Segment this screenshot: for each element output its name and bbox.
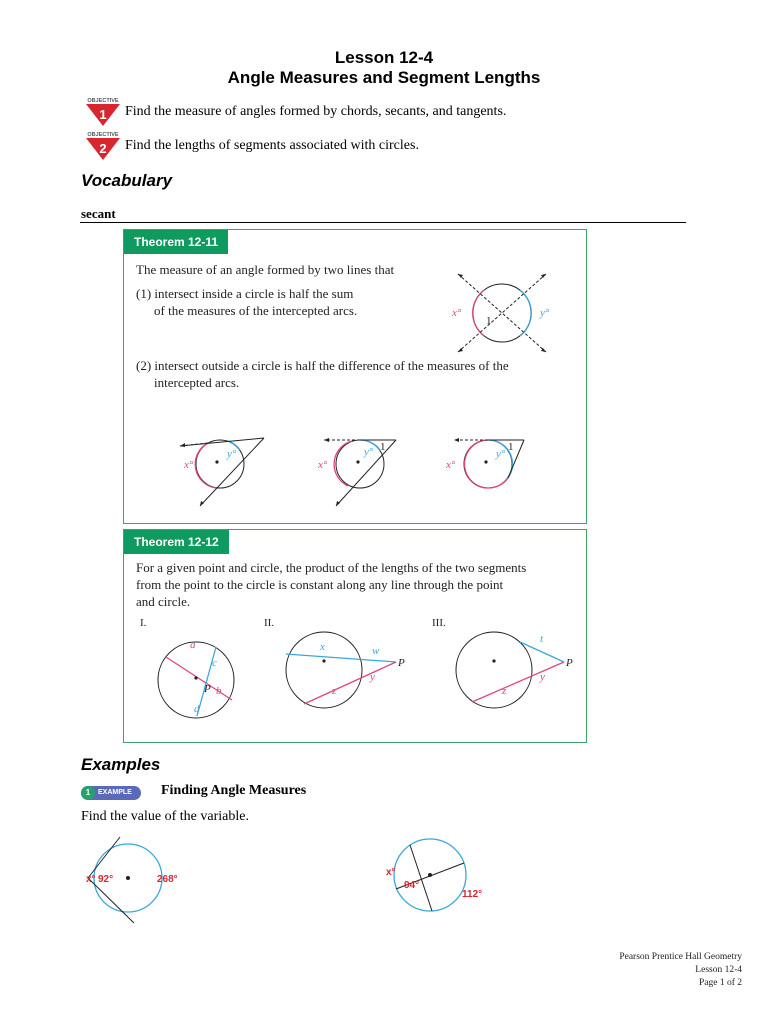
example-fig-chords xyxy=(384,835,504,925)
theorem-12-12-line2: from the point to the circle is constant along any line through the point xyxy=(136,577,504,592)
roman-III: III. xyxy=(432,617,446,629)
fig-chords-inside-circle xyxy=(444,268,564,358)
objective-1-badge xyxy=(84,96,124,133)
theorem-12-11-item2-line2: intercepted arcs. xyxy=(154,375,240,390)
theorem-12-11-intro: The measure of an angle formed by two lines that xyxy=(136,262,395,277)
lesson-number: Lesson 12-4 xyxy=(334,48,434,67)
fig-two-secants-external xyxy=(264,614,414,734)
theorem-12-11-item1-line2: of the measures of the intercepted arcs. xyxy=(154,303,358,318)
theorem-12-12-header: Theorem 12-12 xyxy=(124,530,229,554)
label-x: x° xyxy=(184,459,194,471)
label-angle-1: 1 xyxy=(486,315,492,327)
label-arc-268: 268° xyxy=(157,874,178,885)
theorem-12-11-item1-line1: (1) intersect inside a circle is half the sum xyxy=(136,286,354,301)
objective-1-text: Find the measure of angles formed by chords, secants, and tangents. xyxy=(125,104,507,119)
label-z: z xyxy=(332,685,337,697)
label-d: d xyxy=(194,703,200,715)
theorem-12-12-box xyxy=(123,529,587,743)
theorem-12-11-header: Theorem 12-11 xyxy=(124,230,228,254)
example-number: 1 xyxy=(81,786,95,800)
label-x: x° xyxy=(386,867,396,878)
footer-page: Page 1 of 2 xyxy=(698,978,742,988)
theorem-12-12-line3: and circle. xyxy=(136,594,191,609)
label-x: x° xyxy=(446,459,456,471)
fig-intersecting-chords xyxy=(140,614,250,734)
label-b: b xyxy=(216,685,222,697)
roman-I: I. xyxy=(140,617,147,629)
label-p: P xyxy=(398,657,405,669)
label-arc-92: 92° xyxy=(98,874,114,885)
example-fig-tangents xyxy=(84,835,204,925)
label-x: x° xyxy=(452,307,462,319)
label-y: y° xyxy=(364,446,374,458)
fig-two-tangents xyxy=(440,428,540,510)
example-title: Finding Angle Measures xyxy=(161,783,307,798)
theorem-12-12-line1: For a given point and circle, the product of the lengths of the two segments xyxy=(136,560,527,575)
label-p: P xyxy=(204,683,211,695)
objective-2-number: 2 xyxy=(99,141,107,156)
objective-2-text: Find the lengths of segments associated with circles. xyxy=(125,138,419,153)
fig-secant-tangent xyxy=(312,428,412,510)
label-arc-94: 94° xyxy=(404,880,420,891)
vocab-answer-line xyxy=(80,222,686,223)
label-angle-1: 1 xyxy=(508,441,514,453)
label-x: x° xyxy=(318,459,328,471)
objective-badge-label: OBJECTIVE xyxy=(87,132,119,138)
footer-lesson: Lesson 12-4 xyxy=(695,965,742,975)
objective-2-badge xyxy=(84,130,124,167)
label-y: y xyxy=(370,671,375,683)
objective-1-number: 1 xyxy=(99,107,107,122)
theorem-12-11-box xyxy=(123,229,587,524)
label-c: c xyxy=(212,657,217,669)
fig-secant-tangent-external xyxy=(432,614,582,734)
lesson-title: Angle Measures and Segment Lengths xyxy=(227,68,541,87)
theorem-12-11-item2-line1: (2) intersect outside a circle is half the difference of the measures of the xyxy=(136,358,509,373)
label-x: x xyxy=(320,641,325,653)
examples-heading: Examples xyxy=(81,755,161,774)
label-y: y xyxy=(540,671,545,683)
label-t: t xyxy=(540,633,544,645)
label-arc-112: 112° xyxy=(462,889,483,900)
footer-publisher: Pearson Prentice Hall Geometry xyxy=(619,952,742,962)
label-y: y° xyxy=(496,448,506,460)
fig-two-secants xyxy=(172,428,272,510)
example-1-pill xyxy=(81,786,141,800)
label-y: y° xyxy=(227,448,237,460)
label-x: x° xyxy=(86,874,96,885)
label-y: y° xyxy=(540,307,550,319)
example-instruction: Find the value of the variable. xyxy=(81,809,249,824)
vocab-term-secant: secant xyxy=(81,206,116,221)
label-a: a xyxy=(190,639,196,651)
roman-II: II. xyxy=(264,617,275,629)
label-z: z xyxy=(502,685,507,697)
vocabulary-heading: Vocabulary xyxy=(81,171,173,190)
label-angle-1: 1 xyxy=(380,441,386,453)
label-w: w xyxy=(372,645,380,657)
objective-badge-label: OBJECTIVE xyxy=(87,98,119,104)
label-p: P xyxy=(566,657,573,669)
example-label: EXAMPLE xyxy=(98,789,132,796)
